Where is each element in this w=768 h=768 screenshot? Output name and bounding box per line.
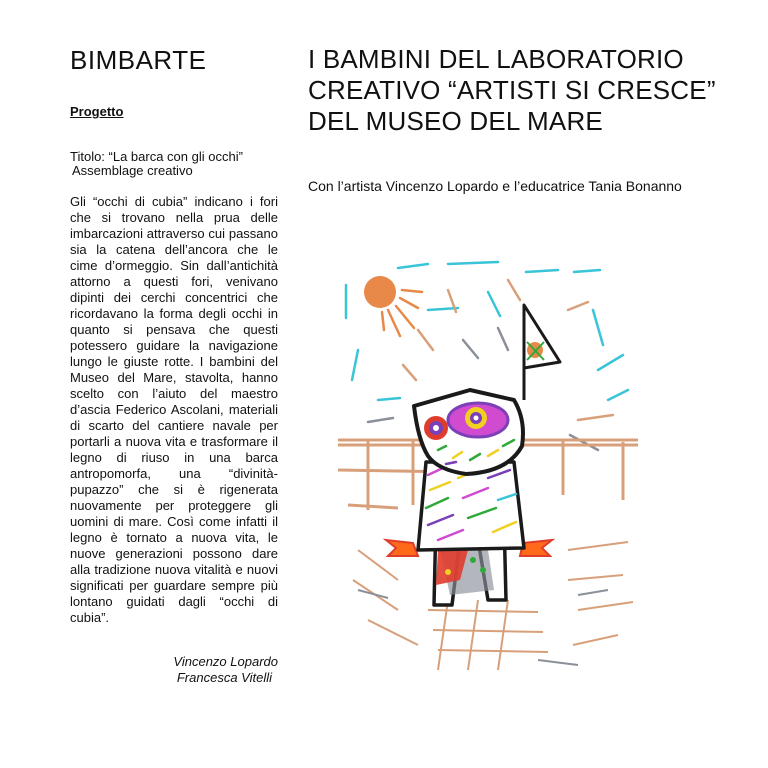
page-heading-bimbarte: BIMBARTE xyxy=(70,45,207,75)
main-title: I BAMBINI DEL LABORATORIO CREATIVO “ARTISTI SI CRESCE” DEL MUSEO DEL MARE xyxy=(308,44,716,136)
work-subtitle: Assemblage creativo xyxy=(72,163,193,178)
puppet-head xyxy=(414,390,523,474)
section-label-progetto: Progetto xyxy=(70,104,124,119)
credits-subtitle: Con l’artista Vincenzo Lopardo e l’educatrice Tania Bonanno xyxy=(308,178,682,194)
signature-author-2: Francesca Vitelli xyxy=(176,670,272,685)
signature-author-1: Vincenzo Lopardo xyxy=(173,654,278,669)
description-text: Gli “occhi di cubia” indicano i fori che si trovano nella prua delle imbarcazioni attraverso cui passano sia la catena dell’ancora che le cime d’ormeggio. Sin dall’antichità attorno a questi fori, venivano dipinti dei cerchi concentrici che ricordavano la forma degli occhi in quanto si pensava che questi potessero guidare la navigazione lungo le giuste rotte. I bambini del Museo del Mare, stavolta, hanno scelto con l’aiuto del maestro d’ascia Federico Ascolani, materiali di scarto del cantiere navale per portarli a nuova vita e trasformare il legno di riuso in una barca antropomorfa, una “divinità-pupazzo” che si è rigenerata nuovamente per proteggere gli uomini di mare. Così come infatti il legno è tornato a nuova vita, le nuove generazioni possono dare alla tradizione nuova vitalità e nuovi significati per guardare sempre più lontano guidati dagli “occhi di cubia”. xyxy=(70,194,278,625)
boat-puppet-illustration-icon xyxy=(338,250,638,680)
work-title-block xyxy=(70,150,243,178)
sun-icon xyxy=(364,276,422,336)
signature-block xyxy=(70,654,278,686)
work-title: Titolo: “La barca con gli occhi” xyxy=(70,149,243,164)
flag-icon xyxy=(524,305,560,400)
